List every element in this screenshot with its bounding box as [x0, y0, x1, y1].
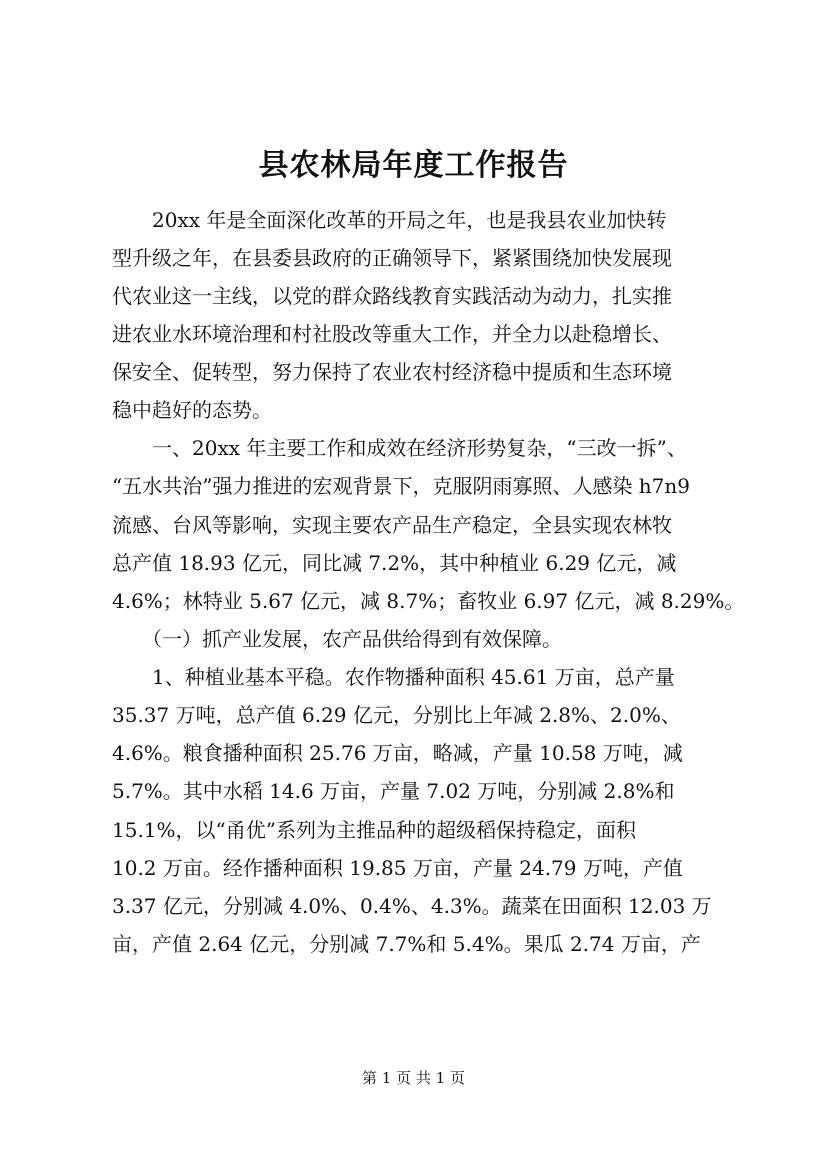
page-footer: 第 1 页 共 1 页 — [362, 1069, 465, 1087]
text-line: 10.2 万亩。经作播种面积 19.85 万亩，产量 24.79 万吨，产值 — [112, 856, 683, 880]
text-line: 型升级之年，在县委县政府的正确领导下，紧紧围绕加快发展现 — [112, 246, 672, 270]
text-line: 4.6%；林特业 5.67 亿元，减 8.7%；畜牧业 6.97 亿元，减 8.29%。 — [112, 589, 745, 613]
text-line: 15.1%，以“甬优”系列为主推品种的超级稻保持稳定，面积 — [112, 818, 636, 842]
text-line: 1、种植业基本平稳。农作物播种面积 45.61 万亩，总产量 — [112, 665, 675, 689]
text-line: 一、20xx 年主要工作和成效在经济形势复杂，“三改一拆”、 — [112, 436, 687, 460]
text-line: 3.37 亿元，分别减 4.0%、0.4%、4.3%。蔬菜在田面积 12.03 万 — [112, 894, 712, 918]
text-line: “五水共治”强力推进的宏观背景下，克服阴雨寡照、人感染 h7n9 — [112, 474, 691, 498]
text-line: 保安全、促转型，努力保持了农业农村经济稳中提质和生态环境 — [112, 360, 672, 384]
text-line: 进农业水环境治理和村社股改等重大工作，并全力以赴稳增长、 — [112, 322, 672, 346]
text-line: 代农业这一主线，以党的群众路线教育实践活动为动力，扎实推 — [112, 284, 672, 308]
text-line: 稳中趋好的态势。 — [112, 398, 272, 422]
text-line: 流感、台风等影响，实现主要农产品生产稳定，全县实现农林牧 — [112, 513, 672, 537]
text-line: 4.6%。粮食播种面积 25.76 万亩，略减，产量 10.58 万吨，减 — [112, 741, 683, 765]
text-line: 总产值 18.93 亿元，同比减 7.2%，其中种植业 6.29 亿元，减 — [112, 551, 677, 575]
text-line: 亩，产值 2.64 亿元，分别减 7.7%和 5.4%。果瓜 2.74 万亩，产 — [112, 932, 701, 956]
document-title: 县农林局年度工作报告 — [258, 148, 569, 183]
text-line: 20xx 年是全面深化改革的开局之年，也是我县农业加快转 — [112, 208, 667, 232]
text-line: 35.37 万吨，总产值 6.29 亿元，分别比上年减 2.8%、2.0%、 — [112, 703, 681, 727]
text-line: （一）抓产业发展，农产品供给得到有效保障。 — [112, 627, 562, 651]
text-line: 5.7%。其中水稻 14.6 万亩，产量 7.02 万吨，分别减 2.8%和 — [112, 779, 675, 803]
